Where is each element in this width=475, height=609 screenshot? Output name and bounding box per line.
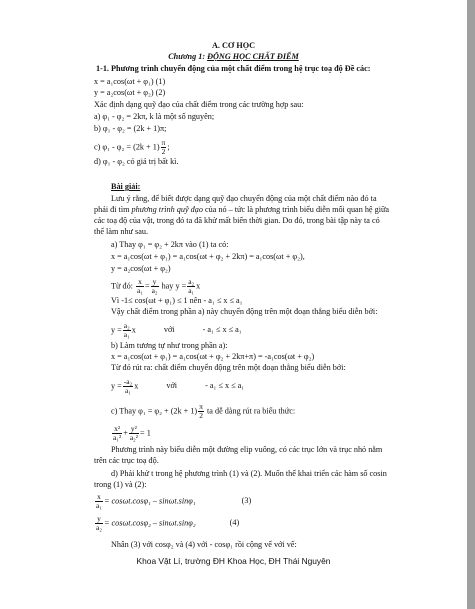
problem-eq1: x = a₁cos(ωt + φ₁) (1) [94, 77, 166, 86]
chapter-label: Chương 1: [168, 52, 206, 61]
part-c-para-1: Phương trình này biểu diễn một đường elip vuông, có các trục lớn và trục nhỏ nằm [111, 445, 383, 454]
case-a: a) φ₁ - φ₂ = 2kπ, k là một số nguyên; [94, 112, 215, 121]
solution-para-4: thể làm như sau. [94, 227, 149, 236]
part-c-head: c) Thay φ₁ = φ₂ + (2k + 1) $\frac{\pi}{2}$ ta dễ dàng rút ra biểu thức: [111, 402, 296, 420]
case-d: d) φ₁ - φ₂ có giá trị bất kì. [94, 157, 179, 166]
part-c-para-2: trên các trục toạ độ. [94, 456, 159, 465]
problem-task: Xác định dạng quỹ đạo của chất điểm trong các trường hợp sau: [94, 100, 304, 109]
chapter-heading [0, 52, 467, 62]
part-b-line-eq: y = $\frac{\text{-a₂}}{\text{a₁}}$ x với - a₁ ≤ x ≤ a₁ [111, 377, 245, 395]
ellipse-equation: $\frac{\text{x²}}{\text{a₁²}}$ + $\frac{\text{y²}}{\text{a₂²}}$ = 1 [113, 424, 151, 442]
part-a-eq2: y = a₂cos(ωt + φ₂) [111, 264, 171, 273]
part-a-conclusion: Vậy chất điểm trong phần a) này chuyển động trên một đoạn thẳng biểu diễn bởi: [111, 307, 378, 316]
part-d-para-1: d) Phải khử t trong hệ phương trình (1) và (2). Muốn thế khai triển các hàm số cosin [111, 469, 387, 478]
part-a-line-eq: y = $\frac{\text{a₂}}{\text{a₁}}$ x với - a₁ ≤ x ≤ a₁ [111, 321, 242, 339]
equation-3: $\frac{x}{\text{a₁}}$ = cosωt.cosφ₁ – sinωt.sinφ₁ (3) [96, 492, 252, 510]
chapter-title: ĐỘNG HỌC CHẤT ĐIỂM [207, 52, 299, 61]
problem-intro: 1-1. Phương trình chuyển động của một chất điểm trong hệ trục toạ độ Đề các: [96, 64, 371, 73]
part-b-head: b) Làm tương tự như trong phần a): [111, 341, 228, 350]
page-footer: Khoa Vật Lí, trường ĐH Khoa Học, ĐH Thái Nguyên [136, 556, 331, 566]
section-heading: A. CƠ HỌC [212, 41, 255, 50]
case-b: b) φ₁ - φ₂ = (2k + 1)π; [94, 124, 167, 133]
solution-para-3: các toạ độ của vật, trong đó ta đã khử mất biến thời gian. Do đó, trong bài tập này ta có [94, 216, 380, 225]
solution-para-2: phải đi tìm phương trình quỹ đạo của nó – tức là phương trình biểu diễn mối quan hệ giữa [94, 205, 390, 214]
part-d-last: Nhân (3) với cosφ₂ và (4) với - cosφ₁ rồi cộng vế với vế: [111, 540, 297, 549]
part-a-range: Vì -1≤ cos(ωt + φ₁) ≤ 1 nên - a₁ ≤ x ≤ a₁ [111, 296, 243, 305]
part-a-head: a) Thay φ₁ = φ₂ + 2kπ vào (1) ta có: [111, 240, 229, 249]
solution-title: Bài giải: [111, 182, 141, 191]
part-b-eq: x = a₁cos(ωt + φ₁) = a₁cos(ωt + φ₂ + 2kπ+π) = -a₁cos(ωt + φ₂) [111, 352, 315, 361]
part-b-conclusion: Từ đó rút ra: chất điểm chuyển động trên một đoạn thẳng biểu diễn bởi: [111, 363, 346, 372]
solution-para-1: Lưu ý rằng, để biết được dạng quỹ đạo chuyển động của một chất điểm nào đó ta [111, 194, 377, 203]
part-a-eq1: x = a₁cos(ωt + φ₁) = a₁cos(ωt + φ₂ + 2kπ) = a₁cos(ωt + φ₂), [111, 252, 305, 261]
case-c: c) φ₁ - φ₂ = (2k + 1) $\frac{\pi}{2}$ ; [94, 138, 170, 156]
equation-4: $\frac{y}{\text{a₂}}$ = cosωt.cosφ₂ – sinωt.sinφ₂ (4) [96, 514, 240, 532]
part-a-ratio: Từ đó: $\frac{x}{\text{a₁}}$ = $\frac{y}{\text{a₂}}$ hay y = $\frac{\text{a₂}}{\text{a₁}}$ x [111, 277, 201, 295]
scrollbar[interactable] [467, 0, 475, 609]
problem-eq2: y = a₂cos(ωt + φ₂) (2) [94, 88, 166, 97]
part-d-para-2: trong (1) và (2): [94, 480, 147, 489]
